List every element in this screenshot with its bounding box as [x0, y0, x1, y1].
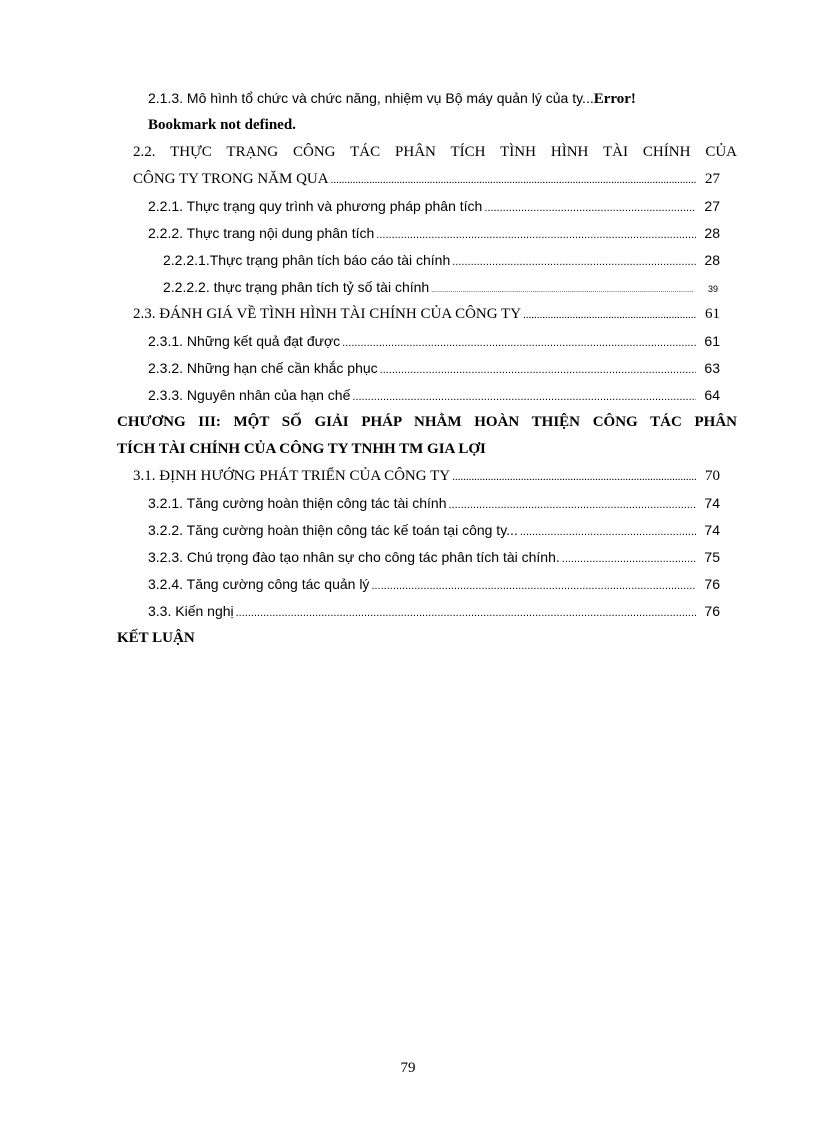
- toc-page-number: 39: [707, 284, 718, 294]
- toc-leader-dots: [352, 387, 696, 407]
- toc-entry-label: 3.2.1. Tăng cường hoàn thiện công tác tài chính: [148, 495, 447, 511]
- toc-entry-label: 3.1. ĐỊNH HƯỚNG PHÁT TRIỂN CỦA CÔNG TY: [133, 468, 451, 484]
- toc-leader-dots: [523, 305, 696, 325]
- toc-entry-label: 2.2.1. Thực trạng quy trình và phương pháp phân tích: [148, 198, 483, 214]
- toc-leader-dots: [449, 495, 697, 515]
- toc-entry-2-3-1[interactable]: [148, 331, 720, 353]
- toc-page-number: 27: [705, 171, 720, 187]
- toc-page-number: 61: [704, 333, 720, 349]
- toc-entry-label: 3.2.2. Tăng cường hoàn thiện công tác kế toán tại công ty...: [148, 522, 518, 538]
- page-number: 79: [400, 1060, 416, 1076]
- toc-entry-label: 2.1.3. Mô hình tổ chức và chức năng, nhiệm vụ Bộ máy quản lý của ty...: [148, 90, 594, 106]
- toc-entry-2-1-3[interactable]: [148, 88, 738, 109]
- toc-entry-3-2-2[interactable]: [148, 520, 720, 542]
- toc-entry-2-2[interactable]: [133, 169, 720, 190]
- toc-entry-2-2-2-2[interactable]: [163, 277, 718, 301]
- toc-leader-dots: [452, 467, 696, 487]
- toc-page-number: 28: [704, 252, 720, 268]
- toc-leader-dots: [376, 225, 696, 245]
- toc-entry-label: 2.2.2.1.Thực trạng phân tích báo cáo tài chính: [163, 252, 451, 268]
- toc-entry-2-3-2[interactable]: [148, 358, 720, 380]
- toc-chapter-3-line2[interactable]: TÍCH TÀI CHÍNH CỦA CÔNG TY TNHH TM GIA LỢI: [117, 441, 486, 457]
- toc-entry-label: 3.3. Kiến nghị: [148, 603, 234, 619]
- toc-entry-label: 2.3.3. Nguyên nhân của hạn chế: [148, 387, 351, 403]
- toc-chapter-3-line1[interactable]: CHƯƠNG III: MỘT SỐ GIẢI PHÁP NHẰM HOÀN THIỆN CÔNG TÁC PHÂN: [117, 414, 737, 430]
- toc-entry-label: 2.3. ĐÁNH GIÁ VỀ TÌNH HÌNH TÀI CHÍNH CỦA CÔNG TY: [133, 306, 522, 322]
- toc-entry-label: 2.2.2. Thực trang nội dung phân tích: [148, 225, 375, 241]
- toc-entry-3-3[interactable]: [148, 601, 720, 623]
- toc-page-number: 76: [704, 603, 720, 619]
- toc-entry-2-3-3[interactable]: [148, 385, 720, 407]
- toc-leader-dots: [431, 281, 694, 301]
- toc-page-number: 64: [704, 387, 720, 403]
- toc-entry-label: 2.2.2.2. thực trạng phân tích tỷ số tài chính: [163, 279, 430, 295]
- toc-page-number: 61: [705, 306, 720, 322]
- toc-entry-2-2-2[interactable]: [148, 223, 720, 245]
- toc-entry-3-2-1[interactable]: [148, 493, 720, 515]
- toc-page-number: 28: [704, 225, 720, 241]
- toc-entry-2-2-line1[interactable]: 2.2. THỰC TRẠNG CÔNG TÁC PHÂN TÍCH TÌNH HÌNH TÀI CHÍNH CỦA: [133, 144, 737, 160]
- toc-page-number: 74: [704, 522, 720, 538]
- toc-leader-dots: [236, 603, 696, 623]
- toc-entry-2-2-1[interactable]: [148, 196, 720, 218]
- toc-page-number: 70: [705, 468, 720, 484]
- toc-leader-dots: [562, 549, 696, 569]
- toc-entry-2-2-2-1[interactable]: [163, 250, 720, 272]
- toc-page-number: 75: [704, 549, 720, 565]
- toc-leader-dots: [371, 576, 696, 596]
- toc-entry-3-2-4[interactable]: [148, 574, 720, 596]
- toc-page-number: 74: [704, 495, 720, 511]
- toc-conclusion[interactable]: KẾT LUẬN: [117, 630, 195, 646]
- toc-error-text: Error!: [593, 91, 636, 107]
- toc-entry-3-1[interactable]: [133, 466, 720, 487]
- toc-leader-dots: [331, 170, 696, 190]
- toc-entry-label: 2.3.2. Những hạn chế cần khắc phục: [148, 360, 378, 376]
- toc-leader-dots: [342, 333, 696, 353]
- toc-entry-label: 3.2.3. Chú trọng đào tạo nhân sự cho công tác phân tích tài chính.: [148, 549, 560, 565]
- toc-leader-dots: [452, 252, 696, 272]
- toc-leader-dots: [380, 360, 696, 380]
- toc-entry-label: 3.2.4. Tăng cường công tác quản lý: [148, 576, 370, 592]
- toc-leader-dots: [520, 522, 696, 542]
- toc-leader-dots: [484, 198, 696, 218]
- toc-entry-label: 2.3.1. Những kết quả đạt được: [148, 333, 341, 349]
- toc-error-text-2: Bookmark not defined.: [148, 117, 296, 133]
- toc-page-number: 76: [704, 576, 720, 592]
- toc-page-number: 27: [704, 198, 720, 214]
- toc-entry-label: CÔNG TY TRONG NĂM QUA: [133, 171, 329, 187]
- toc-entry-2-3[interactable]: [133, 304, 720, 325]
- toc-entry-3-2-3[interactable]: [148, 547, 720, 569]
- toc-page-number: 63: [704, 360, 720, 376]
